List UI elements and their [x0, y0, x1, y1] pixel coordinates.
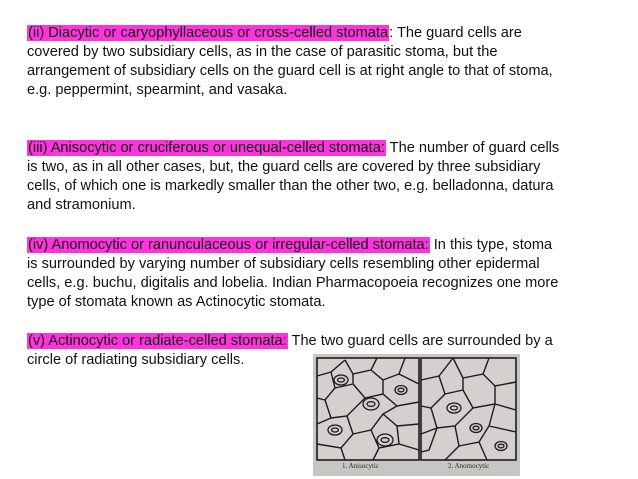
figure-caption-anisocytic: 1. Anisocytic [342, 462, 379, 470]
paragraph-line: is surrounded by varying number of subsidiary cells resembling other epidermal [27, 256, 540, 272]
paragraph-line: and stramonium. [27, 197, 136, 213]
stomata-illustration [313, 354, 520, 476]
paragraph-diacytic [27, 24, 627, 100]
paragraph-line: is two, as in all other cases, but, the guard cells are covered by three subsidiary [27, 159, 541, 175]
paragraph-line: cells, of which one is markedly smaller than the other two, e.g. belladonna, datura [27, 178, 554, 194]
paragraph-line: e.g. peppermint, spearmint, and vasaka. [27, 82, 288, 98]
heading-anisocytic: (iii) Anisocytic or cruciferous or unequal-celled stomata: [28, 140, 385, 156]
paragraph-line: circle of radiating subsidiary cells. [27, 352, 245, 368]
paragraph-line: The two guard cells are surrounded by a [287, 333, 553, 349]
paragraph-line: arrangement of subsidiary cells on the guard cell is at right angle to that of stoma, [27, 63, 553, 79]
heading-anomocytic: (iv) Anomocytic or ranunculaceous or irregular-celled stomata: [28, 237, 429, 253]
paragraph-line: The number of guard cells [385, 140, 560, 156]
heading-actinocytic: (v) Actinocytic or radiate-celled stomata: [28, 333, 287, 349]
paragraph-line: In this type, stoma [429, 237, 553, 253]
figure-caption-anomocytic: 2. Anomocytic [448, 462, 490, 470]
paragraph-anisocytic [27, 139, 627, 215]
paragraph-anomocytic [27, 236, 627, 312]
heading-separator: : [389, 25, 394, 41]
paragraph-line: type of stomata known as Actinocytic stomata. [27, 294, 326, 310]
stomata-figure [313, 354, 520, 476]
paragraph-line: The guard cells are [393, 25, 522, 41]
heading-diacytic: (ii) Diacytic or caryophyllaceous or cross-celled stomata [28, 25, 389, 41]
paragraph-line: covered by two subsidiary cells, as in the case of parasitic stoma, but the [27, 44, 498, 60]
paragraph-line: cells, e.g. buchu, digitalis and lobelia. Indian Pharmacopoeia recognizes one more [27, 275, 559, 291]
